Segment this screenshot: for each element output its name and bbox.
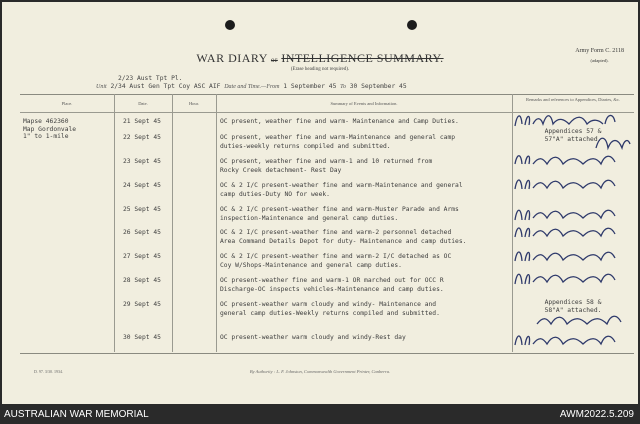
- date-from: 1 September 45: [283, 83, 337, 90]
- unit-label: Unit: [96, 84, 107, 90]
- signature-image: [507, 148, 627, 172]
- signature-image: [507, 244, 627, 268]
- unit-line-2: [96, 83, 407, 90]
- remark-line: 58"A" attached.: [544, 307, 602, 314]
- entry-summary: [220, 276, 444, 294]
- summary-line: Rocky Creek detachment- Rest Day: [220, 167, 342, 174]
- signature-image: [507, 220, 627, 244]
- date-to: 30 September 45: [349, 83, 407, 90]
- signature-image: [507, 266, 627, 290]
- signature-image: [507, 328, 627, 352]
- summary-line: general camp duties-Weekly returns compiled and submitted.: [220, 310, 440, 317]
- header-summary: Summary of Events and Information.: [330, 101, 398, 106]
- column-divider: [216, 94, 217, 352]
- entry-summary: [220, 300, 440, 318]
- form-print-code: D. 97. 3/30. 1934.: [34, 369, 63, 374]
- summary-line: OC & 2 I/C present-weather fine and warm-Maintenance and general: [220, 182, 463, 189]
- title-war-diary: WAR DIARY: [196, 51, 268, 65]
- entry-date: 21 Sept 45: [123, 118, 161, 125]
- army-form-adapted: (adapted).: [590, 58, 609, 63]
- entry-summary: [220, 181, 463, 199]
- summary-line: Area Command Details Depot for duty- Maintenance and camp duties.: [220, 238, 467, 245]
- source-caption: AUSTRALIAN WAR MEMORIAL: [4, 409, 149, 420]
- summary-line: Discharge-OC inspects vehicles-Maintenance and camp duties.: [220, 286, 444, 293]
- entry-date: 25 Sept 45: [123, 206, 161, 213]
- summary-line: OC & 2 I/C present-weather fine and warm-Muster Parade and Arms: [220, 206, 459, 213]
- header-date: Date.: [138, 101, 148, 106]
- place-line: Map Gordonvale: [23, 125, 77, 133]
- title-intelligence: INTELLIGENCE SUMMARY.: [281, 51, 444, 65]
- army-form-number: Army Form C. 2118: [575, 48, 624, 54]
- date-label: Date and Time.—From: [224, 84, 280, 90]
- entry-date: 26 Sept 45: [123, 229, 161, 236]
- summary-line: duties-weekly returns compiled and submitted.: [220, 143, 391, 150]
- remark-line: 57"A" attached.: [544, 136, 602, 143]
- remark-line: Appendices 58 &: [544, 299, 602, 306]
- summary-line: OC present-weather warm cloudy and windy- Maintenance and: [220, 301, 437, 308]
- entry-date: 27 Sept 45: [123, 253, 161, 260]
- entry-date: 30 Sept 45: [123, 334, 161, 341]
- date-to-label: To: [340, 84, 346, 90]
- entry-date: 24 Sept 45: [123, 182, 161, 189]
- header-remarks: Remarks and references to Appendices, Diaries, &c.: [525, 97, 621, 102]
- summary-line: OC & 2 I/C present-weather fine and warm-2 personnel detached: [220, 229, 452, 236]
- title-or: or: [270, 56, 278, 64]
- column-divider: [172, 94, 173, 352]
- summary-line: OC present, weather fine and warm- Maintenance and Camp Duties.: [220, 118, 459, 125]
- entry-date: 28 Sept 45: [123, 277, 161, 284]
- punch-hole: [225, 20, 235, 30]
- header-hour: Hour.: [188, 101, 200, 106]
- entry-summary: [220, 133, 455, 151]
- entry-summary: [220, 205, 459, 223]
- army-form-label: [575, 47, 624, 65]
- place-line: Mapse 462360: [23, 118, 69, 125]
- summary-line: OC present-weather fine and warm-1 OR marched out for OCC R: [220, 277, 444, 284]
- entry-date: 29 Sept 45: [123, 301, 161, 308]
- entry-summary: [220, 157, 432, 175]
- column-divider: [114, 94, 115, 352]
- entry-summary: [220, 117, 459, 126]
- printer-authority: By Authority : L. F. Johnston, Commonwealth Government Printer, Canberra.: [249, 369, 391, 374]
- summary-line: OC & 2 I/C present-weather fine and warm-2 I/C detached as OC: [220, 253, 452, 260]
- entry-date: 23 Sept 45: [123, 158, 161, 165]
- summary-line: OC present, weather fine and warm-Maintenance and general camp: [220, 134, 456, 141]
- page-title: [2, 51, 638, 66]
- remark-line: Appendices 57 &: [544, 128, 602, 135]
- summary-line: OC present, weather fine and warm-1 and 10 returned from: [220, 158, 433, 165]
- header-place: Place.: [61, 101, 73, 106]
- unit-line-1: 2/23 Aust Tpt Pl.: [118, 75, 183, 82]
- place-line: 1" to 1-mile: [23, 133, 69, 140]
- entry-summary: [220, 252, 451, 270]
- summary-line: OC present-weather warm cloudy and windy-Rest day: [220, 334, 406, 341]
- entry-summary: [220, 333, 406, 342]
- erase-note: (Erase heading not required).: [290, 67, 350, 72]
- punch-hole: [407, 20, 417, 30]
- place-text: [23, 118, 76, 141]
- entry-summary: [220, 228, 466, 246]
- entry-date: 22 Sept 45: [123, 134, 161, 141]
- unit-name: 2/34 Aust Gen Tpt Coy ASC AIF: [110, 83, 221, 90]
- summary-line: Coy W/Shops-Maintenance and general camp duties.: [220, 262, 402, 269]
- summary-line: inspection-Maintenance and general camp duties.: [220, 215, 399, 222]
- signature-image: [507, 108, 627, 132]
- war-diary-page: [2, 2, 638, 404]
- accession-number: AWM2022.5.209: [559, 409, 634, 420]
- signature-image: [507, 172, 627, 196]
- summary-line: camp duties-Duty NO for week.: [220, 191, 330, 198]
